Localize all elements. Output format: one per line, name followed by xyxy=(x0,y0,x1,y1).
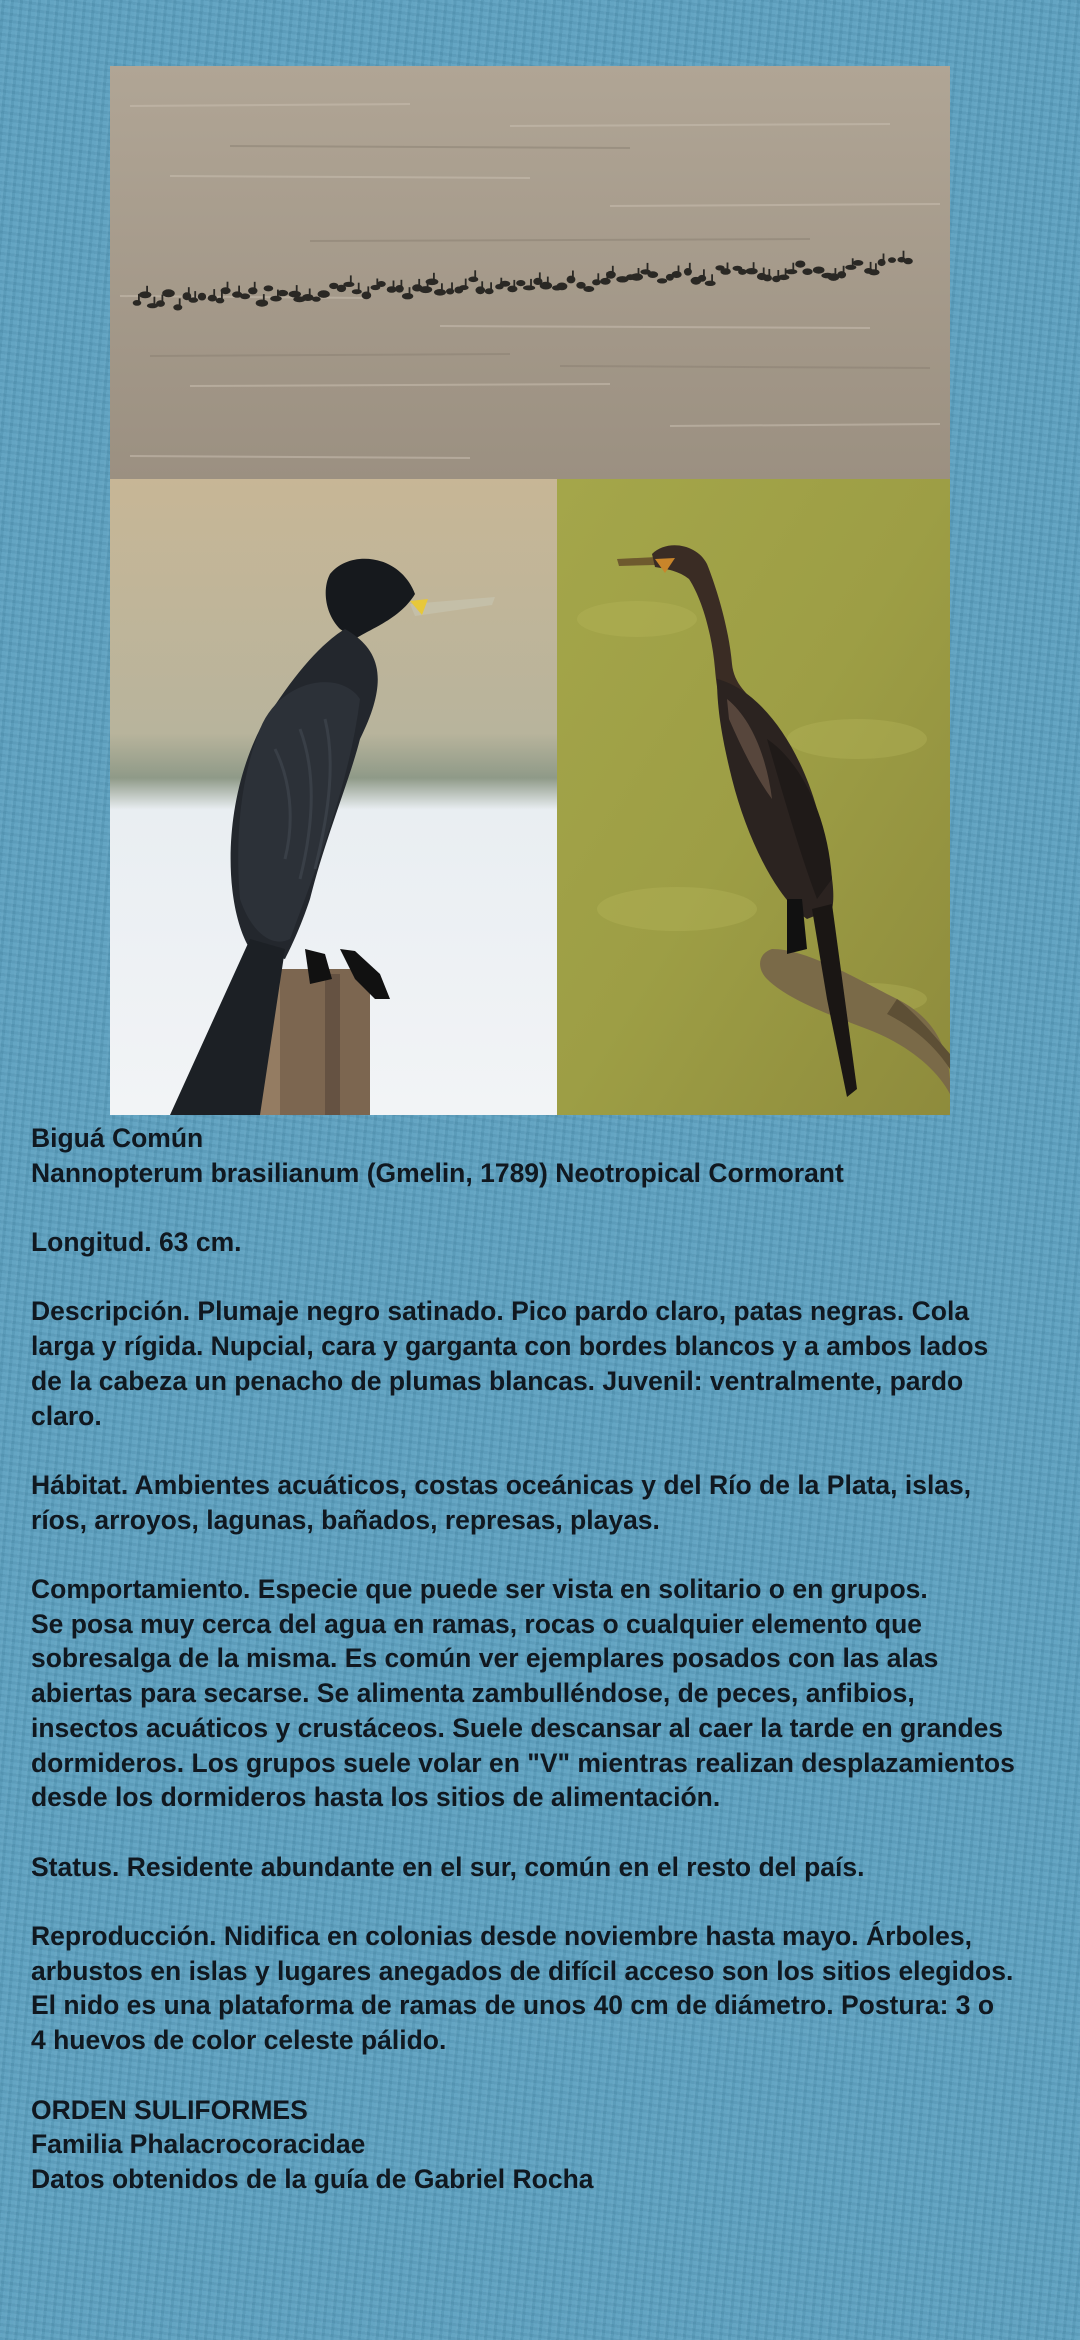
flock-bird xyxy=(476,286,486,294)
flock-photo xyxy=(110,66,950,479)
flock-bird xyxy=(221,287,231,294)
comportamiento-line: insectos acuáticos y crustáceos. Suele descansar al caer la tarde en grandes xyxy=(31,1712,1004,1743)
descripcion-line: de la cabeza un penacho de plumas blancas. Juvenil: ventralmente, pardo xyxy=(31,1365,964,1396)
flock-bird xyxy=(198,293,206,301)
flock-bird xyxy=(377,281,386,287)
flock-bird-neck xyxy=(179,298,181,306)
flock-bird xyxy=(446,288,454,294)
descripcion-paragraph xyxy=(31,1294,1071,1433)
flock-bird xyxy=(270,296,282,302)
flock-bird xyxy=(362,292,372,300)
flock-bird-neck xyxy=(263,294,265,302)
flock-bird-neck xyxy=(835,268,837,276)
flock-bird xyxy=(419,286,432,293)
flock-bird xyxy=(208,295,217,302)
source-credit: Datos obtenidos de la guía de Gabriel Rocha xyxy=(31,2163,594,2194)
flock-bird xyxy=(540,282,552,290)
flock-bird xyxy=(133,300,142,306)
flock-bird xyxy=(567,276,576,284)
habitat-paragraph xyxy=(31,1468,1071,1537)
photo-collage xyxy=(110,66,950,1115)
flock-bird-neck xyxy=(367,286,369,294)
flock-bird-neck xyxy=(481,281,483,289)
descripcion-line: larga y rígida. Nupcial, cara y garganta con bordes blancos y a ambos lados xyxy=(31,1331,989,1362)
comportamiento-paragraph xyxy=(31,1572,1071,1815)
flock-bird xyxy=(802,268,812,275)
flock-bird-neck xyxy=(350,275,352,283)
flock-bird xyxy=(672,271,682,278)
flock-bird-neck xyxy=(768,269,770,277)
reproduccion-line: El nido es una plataforma de ramas de unos 40 cm de diámetro. Postura: 3 o xyxy=(31,1990,995,2021)
descripcion-line: Descripción. Plumaje negro satinado. Pico pardo claro, patas negras. Cola xyxy=(31,1296,970,1327)
status-text: Status. Residente abundante en el sur, común en el resto del país. xyxy=(31,1851,865,1882)
flock-bird-neck xyxy=(154,297,156,305)
perched-cormorant-photo xyxy=(110,479,557,1115)
flock-bird xyxy=(426,279,439,286)
flock-bird xyxy=(216,298,225,304)
flock-bird-neck xyxy=(903,251,905,259)
flock-bird xyxy=(738,269,747,275)
flock-bird xyxy=(516,280,525,286)
orden-text: ORDEN SULIFORMES xyxy=(31,2094,308,2125)
flock-bird-neck xyxy=(530,279,532,287)
flock-bird-neck xyxy=(727,263,729,271)
flock-bird-neck xyxy=(162,295,164,303)
flock-bird-neck xyxy=(678,266,680,274)
flock-bird xyxy=(468,277,478,283)
flock-bird xyxy=(459,285,469,290)
flock-bird-neck xyxy=(597,273,599,281)
flock-bird xyxy=(523,285,535,290)
flock-bird xyxy=(705,281,716,286)
flock-bird-neck xyxy=(843,266,845,274)
flock-bird-neck xyxy=(227,282,229,290)
flock-bird xyxy=(500,281,511,287)
flock-bird-neck xyxy=(358,283,360,291)
flock-bird xyxy=(778,275,789,281)
flock-bird xyxy=(162,289,175,297)
flock-bird-neck xyxy=(875,263,877,271)
reproduccion-line: arbustos en islas y lugares anegados de difícil acceso son los sitios elegidos. xyxy=(31,1955,1014,1986)
flock-bird-neck xyxy=(401,280,403,288)
flock-bird-neck xyxy=(418,279,420,287)
flock-bird xyxy=(746,268,758,274)
reproduccion-paragraph xyxy=(31,1919,1071,2058)
flock-bird xyxy=(240,293,250,299)
scientific-name-line: Nannopterum brasilianum (Gmelin, 1789) Neotropical Cormorant xyxy=(31,1157,844,1188)
flock-bird xyxy=(312,297,321,302)
flock-bird xyxy=(845,265,856,270)
flock-bird xyxy=(648,271,659,278)
flock-bird xyxy=(795,261,805,268)
flock-bird-neck xyxy=(612,266,614,274)
flock-bird xyxy=(402,293,413,299)
flock-bird-neck xyxy=(194,291,196,299)
familia-text: Familia Phalacrocoracidae xyxy=(31,2129,366,2160)
flock-bird-neck xyxy=(146,286,148,294)
flock-bird xyxy=(583,286,594,292)
flock-bird xyxy=(904,258,913,264)
flock-bird-neck xyxy=(763,268,765,276)
reproduccion-line: Reproducción. Nidifica en colonias desde noviembre hasta mayo. Árboles, xyxy=(31,1921,972,1952)
flock-bird xyxy=(888,257,896,263)
flock-bird-neck xyxy=(883,254,885,262)
habitat-line: ríos, arroyos, lagunas, bañados, represas, playas. xyxy=(31,1504,660,1535)
flock-bird xyxy=(763,275,772,282)
flock-bird xyxy=(600,278,611,285)
flock-bird-neck xyxy=(753,262,755,270)
flock-bird-neck xyxy=(409,287,411,295)
flock-bird-neck xyxy=(254,282,256,290)
flock-bird xyxy=(507,286,517,293)
descripcion-line: claro. xyxy=(31,1400,102,1431)
flock-bird xyxy=(434,289,446,296)
flock-bird-neck xyxy=(703,269,705,277)
habitat-line: Hábitat. Ambientes acuáticos, costas oceánicas y del Río de la Plata, islas, xyxy=(31,1469,972,1500)
flock-bird xyxy=(837,271,846,278)
longitud-text: Longitud. 63 cm. xyxy=(31,1227,242,1258)
flock-bird-neck xyxy=(309,289,311,297)
flock-bird xyxy=(343,282,354,287)
flock-bird xyxy=(173,304,182,310)
flock-bird xyxy=(592,279,601,285)
flock-bird-neck xyxy=(638,268,640,276)
flock-bird xyxy=(813,267,825,274)
flock-bird xyxy=(352,289,362,294)
flock-bird xyxy=(868,269,879,275)
comportamiento-line: desde los dormideros hasta los sitios de alimentación. xyxy=(31,1782,721,1813)
flock-bird xyxy=(720,268,730,275)
branch-cormorant-photo xyxy=(557,479,950,1115)
flock-bird-neck xyxy=(513,280,515,288)
flock-bird xyxy=(698,275,706,282)
flock-bird-neck xyxy=(572,271,574,279)
flock-bird xyxy=(786,269,798,274)
flock-bird xyxy=(277,290,288,296)
flock-bird-neck xyxy=(647,263,649,271)
flock-bird xyxy=(139,291,151,298)
flock-bird-neck xyxy=(689,263,691,271)
flock-bird xyxy=(485,288,494,294)
flock-bird xyxy=(156,300,165,307)
flock-bird-neck xyxy=(474,270,476,278)
flock-bird-neck xyxy=(547,277,549,285)
flock-bird xyxy=(630,273,643,280)
flock-bird xyxy=(395,285,404,293)
reproduccion-line: 4 huevos de color celeste pálido. xyxy=(31,2025,447,2056)
flock-bird-neck xyxy=(711,274,713,282)
flock-bird xyxy=(256,300,268,307)
flock-bird-neck xyxy=(870,262,872,270)
flock-bird-neck xyxy=(441,283,443,291)
comportamiento-line: Comportamiento. Especie que puede ser vista en solitario o en grupos. xyxy=(31,1574,928,1605)
flock-bird-neck xyxy=(433,273,435,281)
comportamiento-line: abiertas para secarse. Se alimenta zambulléndose, de peces, anfibios, xyxy=(31,1678,915,1709)
flock-bird-neck xyxy=(188,287,190,295)
flock-bird-neck xyxy=(539,272,541,280)
flock-bird-neck xyxy=(451,282,453,290)
flock-bird-neck xyxy=(792,263,794,271)
flock-bird-neck xyxy=(465,279,467,287)
species-info xyxy=(31,1121,1071,2197)
flock-bird xyxy=(318,290,330,298)
flock-bird-neck xyxy=(238,286,240,294)
comportamiento-line: dormideros. Los grupos suele volar en "V" mientras realizan desplazamientos xyxy=(31,1747,1015,1778)
flock-bird xyxy=(853,260,864,266)
flock-bird xyxy=(556,283,567,291)
flock-bird-neck xyxy=(490,282,492,290)
flock-bird-neck xyxy=(393,281,395,289)
flock-bird xyxy=(264,285,274,291)
common-name: Biguá Común xyxy=(31,1123,204,1153)
flock-bird-neck xyxy=(296,285,298,293)
comportamiento-line: Se posa muy cerca del agua en ramas, rocas o cualquier elemento que xyxy=(31,1608,923,1639)
flock-bird xyxy=(189,297,199,302)
flock-bird xyxy=(302,294,313,301)
flock-bird xyxy=(387,286,397,293)
comportamiento-line: sobresalga de la misma. Es común ver ejemplares posados con las alas xyxy=(31,1643,939,1674)
flock-bird xyxy=(248,287,257,294)
flock-bird xyxy=(657,278,667,283)
flock-bird-neck xyxy=(213,289,215,297)
flock-bird xyxy=(606,271,616,279)
